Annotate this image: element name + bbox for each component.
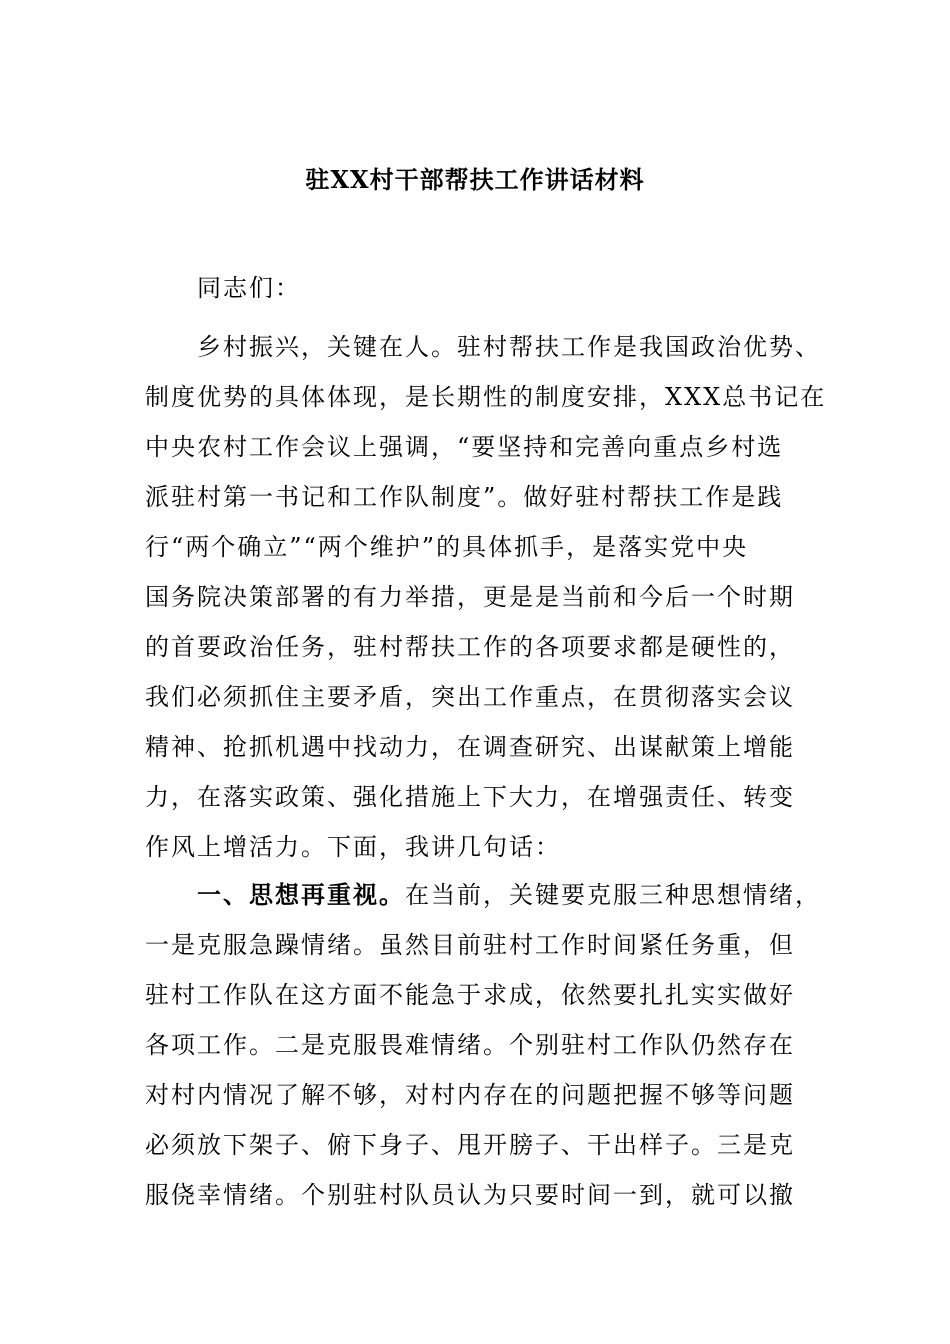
paragraph-line: 派驻村第一书记和工作队制度”。做好驻村帮扶工作是践 [145,483,784,511]
paragraph-line: 服侥幸情绪。个别驻村队员认为只要时间一到，就可以撤 [145,1181,795,1209]
paragraph-line: 力，在落实政策、强化措施上下大力，在增强责任、转变 [145,783,795,811]
paragraph-line: 我们必须抓住主要矛盾，突出工作重点，在贯彻落实会议 [145,683,795,711]
paragraph-line: 对村内情况了解不够，对村内存在的问题把握不够等问题 [145,1081,795,1109]
paragraph-line: 国务院决策部署的有力举措，更是是当前和今后一个时期 [145,583,795,611]
paragraph-line: 中央农村工作会议上强调，“要坚持和完善向重点乡村选 [145,433,784,461]
paragraph-line: 精神、抢抓机遇中找动力，在调查研究、出谋献策上增能 [145,733,795,761]
section-first-line [145,870,821,920]
paragraph-line: 必须放下架子、俯下身子、甩开膀子、干出样子。三是克 [145,1131,795,1159]
paragraph-1 [145,322,827,872]
paragraph-line: 的首要政治任务，驻村帮扶工作的各项要求都是硬性的， [145,633,795,661]
paragraph-line: 一是克服急躁情绪。虽然目前驻村工作时间紧任务重，但 [145,931,795,959]
paragraph-line: 制度优势的具体体现，是长期性的制度安排，XXX总书记在 [145,383,827,411]
section-heading: 一、思想再重视。 [197,880,405,909]
paragraph-line: 各项工作。二是克服畏难情绪。个别驻村工作队仍然存在 [145,1031,795,1059]
paragraph-line: 作风上增活力。下面，我讲几句话： [145,833,561,861]
section-heading-rest: 在当前，关键要克服三种思想情绪， [405,881,821,909]
document-title: 驻XX村干部帮扶工作讲话材料 [305,165,645,194]
greeting: 同志们： [197,274,301,302]
paragraph-line: 行“两个确立”“两个维护”的具体抓手，是落实党中央 [145,533,749,561]
paragraph-line: 乡村振兴，关键在人。驻村帮扶工作是我国政治优势、 [197,333,821,361]
paragraph-line: 驻村工作队在这方面不能急于求成，依然要扎扎实实做好 [145,981,795,1009]
section-1 [145,870,821,1220]
